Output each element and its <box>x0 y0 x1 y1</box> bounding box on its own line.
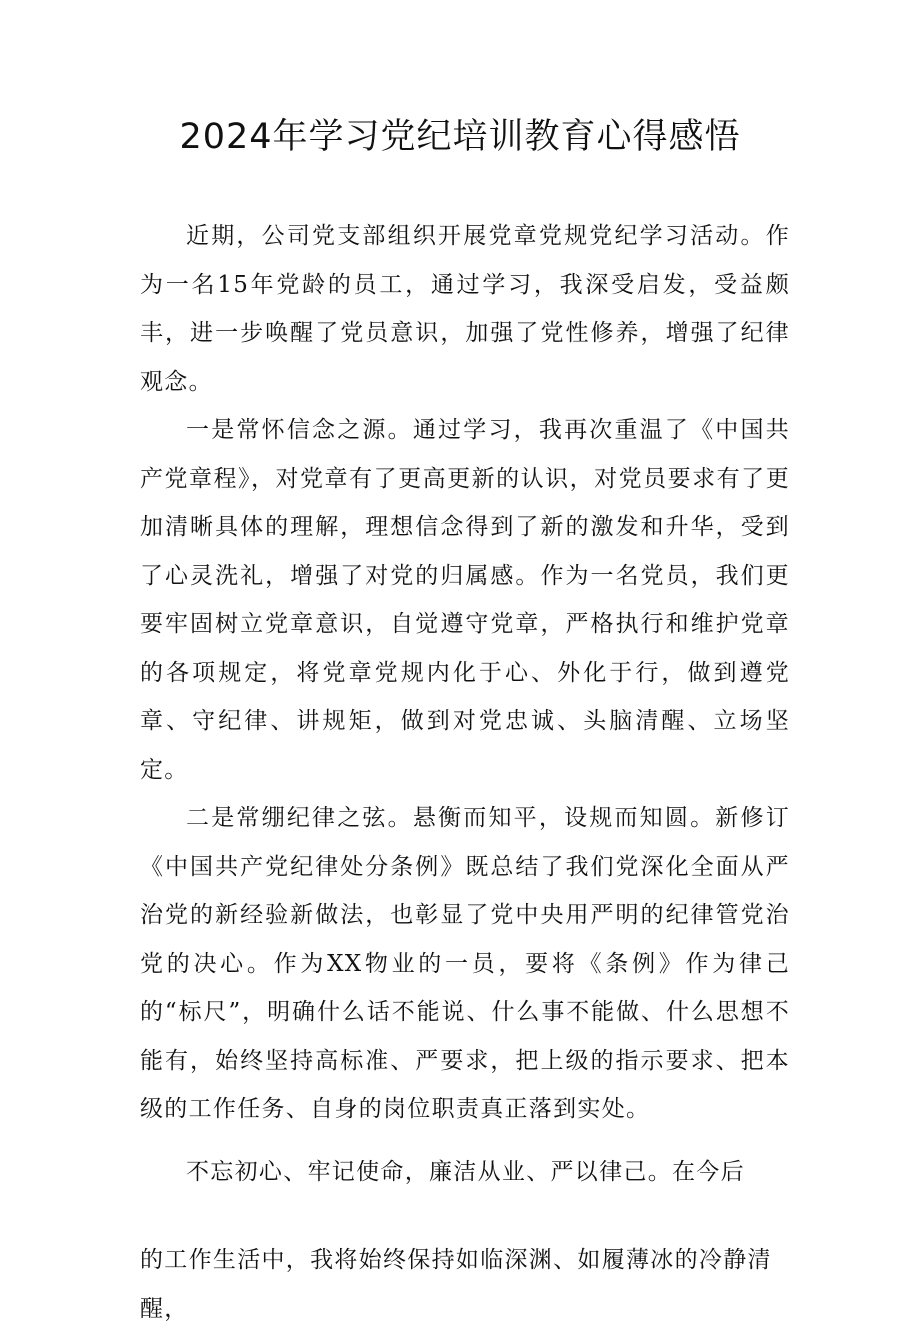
paragraph-closing-line-1: 不忘初心、牢记使命，廉洁从业、严以律己。在今后 <box>186 1158 745 1185</box>
paragraph-point-two: 二是常绷纪律之弦。悬衡而知平，设规而知圆。新修订《中国共产党纪律处分条例》既总结了我们党深化全面从严治党的新经验新做法，也彰显了党中央用严明的纪律管党治党的决心。作为XX物业的一员，要将《条例》作为律己的“标尺”，明确什么话不能说、什么事不能做、什么思想不能有，始终坚持高标准、严要求，把上级的指示要求、把本级的工作任务、自身的岗位职责真正落到实处。 <box>140 805 790 1122</box>
paragraph-closing-line-2: 的工作生活中，我将始终保持如临深渊、如履薄冰的冷静清醒， <box>140 1247 772 1322</box>
document-title: 2024年学习党纪培训教育心得感悟 <box>179 117 741 157</box>
paragraph-intro: 近期，公司党支部组织开展党章党规党纪学习活动。作为一名15年党龄的员工，通过学习，我深受启发，受益颇丰，进一步唤醒了党员意识，加强了党性修养，增强了纪律观念。 <box>140 223 790 395</box>
document-body <box>140 212 790 1333</box>
paragraph-point-one: 一是常怀信念之源。通过学习，我再次重温了《中国共产党章程》，对党章有了更高更新的认识，对党员要求有了更加清晰具体的理解，理想信念得到了新的激发和升华，受到了心灵洗礼，增强了对党的归属感。作为一名党员，我们更要牢固树立党章意识，自觉遵守党章，严格执行和维护党章的各项规定，将党章党规内化于心、外化于行，做到遵党章、守纪律、讲规矩，做到对党忠诚、头脑清醒、立场坚定。 <box>140 417 790 783</box>
